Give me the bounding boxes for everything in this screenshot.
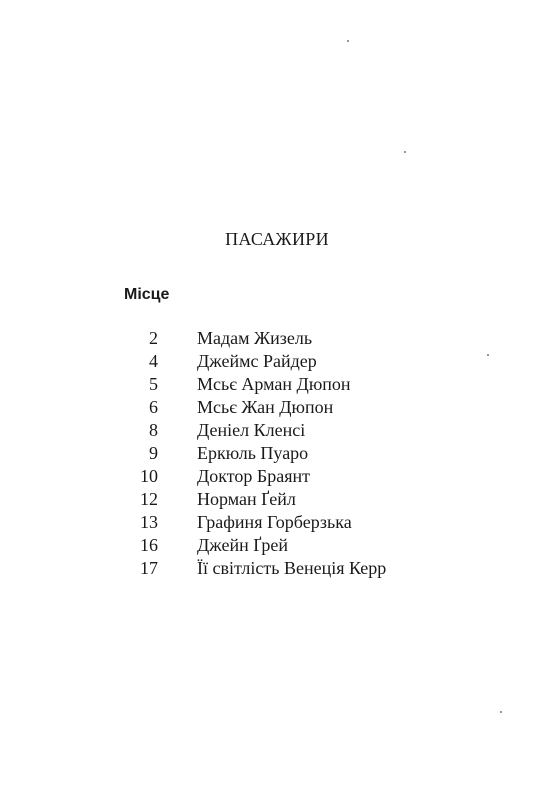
list-item [0,557,554,580]
passenger-name: Норман Ґейл [197,489,296,509]
scan-speck [500,711,502,713]
passenger-name: Мсьє Жан Дюпон [197,397,334,417]
list-item [0,327,554,350]
passenger-name: Доктор Браянт [197,466,311,486]
seat-number: 16 [140,535,158,555]
seat-number: 5 [149,374,158,394]
seat-number: 9 [149,443,158,463]
list-item [0,442,554,465]
passenger-list [0,327,554,580]
list-item [0,373,554,396]
list-item [0,511,554,534]
passenger-name: Джейн Ґрей [197,535,288,555]
seat-number: 6 [149,397,158,417]
list-item [0,419,554,442]
scan-speck [487,354,489,356]
scan-speck [347,40,349,42]
passenger-name: Деніел Кленсі [197,420,306,440]
list-item [0,350,554,373]
seat-number: 17 [140,558,158,578]
scan-speck [404,151,406,153]
passenger-name: Графиня Горберзька [197,512,352,532]
list-item [0,396,554,419]
passenger-name: Її світлість Венеція Керр [197,558,387,578]
seat-column-header: Місце [124,286,170,303]
passenger-name: Мадам Жизель [197,328,313,348]
page-title: ПАСАЖИРИ [225,229,329,249]
list-item [0,465,554,488]
seat-number: 13 [140,512,158,532]
passenger-name: Джеймс Райдер [197,351,317,371]
list-item [0,534,554,557]
seat-number: 4 [149,351,158,371]
seat-number: 12 [140,489,158,509]
list-item [0,488,554,511]
seat-number: 2 [149,328,158,348]
passenger-name: Еркюль Пуаро [197,443,309,463]
seat-number: 10 [140,466,158,486]
seat-number: 8 [149,420,158,440]
passenger-name: Мсьє Арман Дюпон [197,374,351,394]
